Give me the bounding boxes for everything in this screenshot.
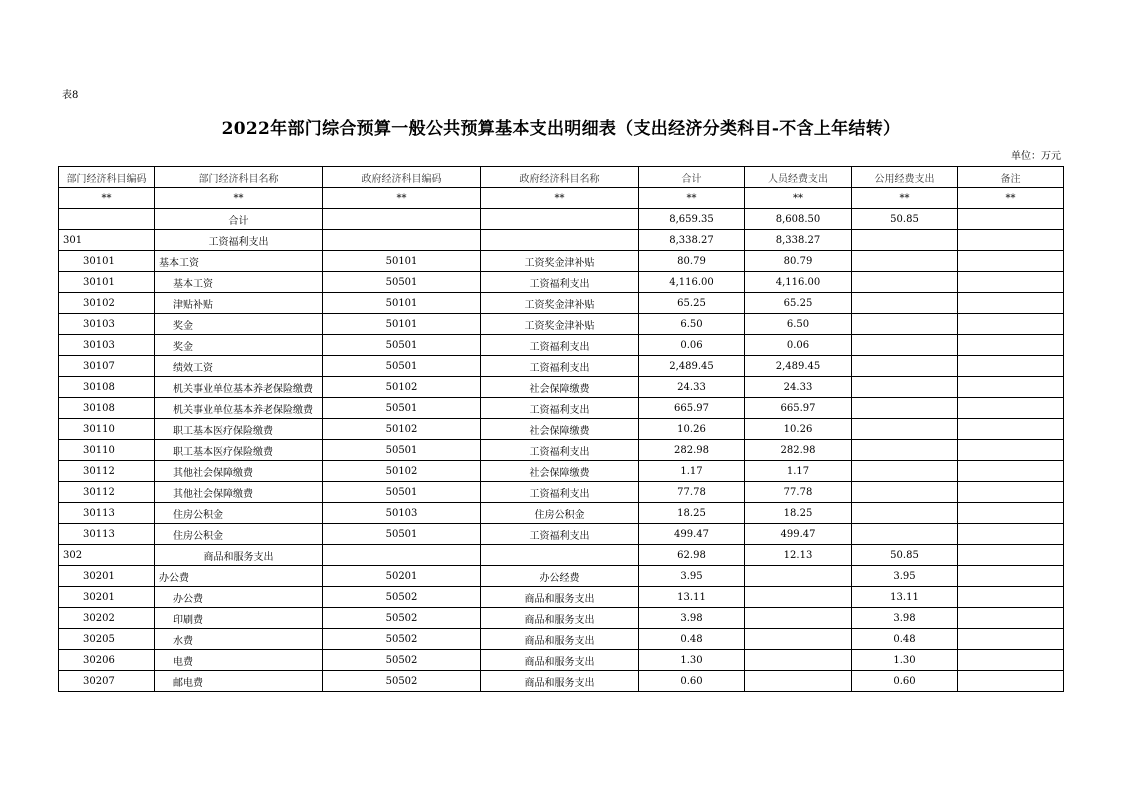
note-cell (958, 545, 1064, 566)
total-cell: 8,659.35 (639, 209, 745, 230)
total-cell: 4,116.00 (639, 272, 745, 293)
gov-name-cell: 工资奖金津补贴 (481, 293, 639, 314)
total-cell: 3.98 (639, 608, 745, 629)
gov-code-cell: 50502 (323, 650, 481, 671)
note-cell (958, 671, 1064, 692)
total-cell: 65.25 (639, 293, 745, 314)
star-cell: ** (639, 188, 745, 209)
note-cell (958, 377, 1064, 398)
econ-code-cell: 30207 (59, 671, 155, 692)
econ-name-cell: 合计 (155, 209, 323, 230)
gov-code-cell: 50101 (323, 251, 481, 272)
gov-code-cell: 50101 (323, 293, 481, 314)
econ-code-cell: 30102 (59, 293, 155, 314)
econ-code-cell: 30206 (59, 650, 155, 671)
total-cell: 18.25 (639, 503, 745, 524)
total-cell: 62.98 (639, 545, 745, 566)
page-title: 2022年部门综合预算一般公共预算基本支出明细表（支出经济分类科目-不含上年结转） (221, 119, 901, 139)
gov-code-cell: 50101 (323, 314, 481, 335)
table-row (59, 314, 1064, 335)
econ-code-cell: 30202 (59, 608, 155, 629)
gov-name-cell: 住房公积金 (481, 503, 639, 524)
star-cell: ** (481, 188, 639, 209)
personnel-cell (745, 671, 852, 692)
personnel-cell: 0.06 (745, 335, 852, 356)
gov-code-cell: 50501 (323, 524, 481, 545)
table-row (59, 440, 1064, 461)
econ-name-cell: 机关事业单位基本养老保险缴费 (155, 398, 323, 419)
econ-name-cell: 邮电费 (155, 671, 323, 692)
note-cell (958, 503, 1064, 524)
total-cell: 10.26 (639, 419, 745, 440)
public-cell (852, 314, 958, 335)
econ-code-cell: 30108 (59, 398, 155, 419)
total-cell: 80.79 (639, 251, 745, 272)
header-row (59, 167, 1064, 188)
total-cell: 3.95 (639, 566, 745, 587)
note-cell (958, 230, 1064, 251)
note-cell (958, 524, 1064, 545)
econ-name-cell: 办公费 (155, 566, 323, 587)
econ-name-cell: 印刷费 (155, 608, 323, 629)
personnel-cell (745, 629, 852, 650)
table-row (59, 251, 1064, 272)
personnel-cell: 24.33 (745, 377, 852, 398)
gov-code-cell: 50501 (323, 356, 481, 377)
header-cell: 政府经济科目名称 (481, 167, 639, 188)
econ-name-cell: 商品和服务支出 (155, 545, 323, 566)
personnel-cell: 80.79 (745, 251, 852, 272)
header-cell: 合计 (639, 167, 745, 188)
econ-code-cell: 30101 (59, 272, 155, 293)
star-cell: ** (852, 188, 958, 209)
star-cell: ** (323, 188, 481, 209)
econ-code-cell: 30112 (59, 461, 155, 482)
star-cell: ** (59, 188, 155, 209)
total-cell: 665.97 (639, 398, 745, 419)
econ-name-cell: 基本工资 (155, 272, 323, 293)
table-row (59, 230, 1064, 251)
personnel-cell (745, 566, 852, 587)
gov-name-cell: 商品和服务支出 (481, 587, 639, 608)
gov-code-cell: 50502 (323, 587, 481, 608)
econ-code-cell: 302 (59, 545, 155, 566)
personnel-cell: 18.25 (745, 503, 852, 524)
public-cell (852, 482, 958, 503)
gov-name-cell: 办公经费 (481, 566, 639, 587)
total-cell: 13.11 (639, 587, 745, 608)
table-row (59, 545, 1064, 566)
header-cell: 公用经费支出 (852, 167, 958, 188)
note-cell (958, 482, 1064, 503)
note-cell (958, 251, 1064, 272)
total-cell: 1.30 (639, 650, 745, 671)
gov-name-cell: 工资奖金津补贴 (481, 251, 639, 272)
table-row (59, 335, 1064, 356)
personnel-cell: 8,608.50 (745, 209, 852, 230)
personnel-cell: 4,116.00 (745, 272, 852, 293)
personnel-cell: 8,338.27 (745, 230, 852, 251)
public-cell (852, 398, 958, 419)
total-cell: 499.47 (639, 524, 745, 545)
public-cell: 3.95 (852, 566, 958, 587)
gov-name-cell: 商品和服务支出 (481, 650, 639, 671)
gov-code-cell: 50201 (323, 566, 481, 587)
econ-code-cell: 30101 (59, 251, 155, 272)
econ-name-cell: 电费 (155, 650, 323, 671)
econ-code-cell: 30201 (59, 587, 155, 608)
table-row (59, 209, 1064, 230)
gov-name-cell: 工资福利支出 (481, 440, 639, 461)
personnel-cell: 6.50 (745, 314, 852, 335)
total-cell: 6.50 (639, 314, 745, 335)
econ-name-cell: 职工基本医疗保险缴费 (155, 440, 323, 461)
public-cell: 13.11 (852, 587, 958, 608)
econ-code-cell (59, 209, 155, 230)
econ-name-cell: 其他社会保障缴费 (155, 461, 323, 482)
gov-name-cell (481, 230, 639, 251)
public-cell: 1.30 (852, 650, 958, 671)
header-cell: 部门经济科目编码 (59, 167, 155, 188)
note-cell (958, 461, 1064, 482)
gov-code-cell: 50501 (323, 398, 481, 419)
header-cell: 部门经济科目名称 (155, 167, 323, 188)
public-cell (852, 503, 958, 524)
table-row (59, 524, 1064, 545)
header-cell: 备注 (958, 167, 1064, 188)
note-cell (958, 650, 1064, 671)
table-row (59, 482, 1064, 503)
public-cell (852, 335, 958, 356)
table-row (59, 419, 1064, 440)
total-cell: 1.17 (639, 461, 745, 482)
gov-code-cell (323, 230, 481, 251)
total-cell: 24.33 (639, 377, 745, 398)
gov-code-cell: 50501 (323, 482, 481, 503)
gov-name-cell: 工资福利支出 (481, 482, 639, 503)
public-cell (852, 440, 958, 461)
public-cell (852, 293, 958, 314)
personnel-cell (745, 650, 852, 671)
gov-name-cell: 商品和服务支出 (481, 671, 639, 692)
econ-name-cell: 工资福利支出 (155, 230, 323, 251)
public-cell (852, 356, 958, 377)
gov-name-cell: 工资福利支出 (481, 524, 639, 545)
star-row (59, 188, 1064, 209)
note-cell (958, 356, 1064, 377)
total-cell: 282.98 (639, 440, 745, 461)
public-cell (852, 419, 958, 440)
note-cell (958, 419, 1064, 440)
econ-code-cell: 30110 (59, 419, 155, 440)
public-cell (852, 461, 958, 482)
econ-name-cell: 住房公积金 (155, 503, 323, 524)
econ-code-cell: 30205 (59, 629, 155, 650)
note-cell (958, 314, 1064, 335)
note-cell (958, 440, 1064, 461)
econ-name-cell: 机关事业单位基本养老保险缴费 (155, 377, 323, 398)
header-cell: 人员经费支出 (745, 167, 852, 188)
public-cell: 0.60 (852, 671, 958, 692)
gov-code-cell: 50502 (323, 671, 481, 692)
econ-name-cell: 水费 (155, 629, 323, 650)
public-cell (852, 251, 958, 272)
header-cell: 政府经济科目编码 (323, 167, 481, 188)
table-row (59, 356, 1064, 377)
gov-name-cell: 工资福利支出 (481, 335, 639, 356)
gov-code-cell: 50501 (323, 440, 481, 461)
econ-code-cell: 30103 (59, 314, 155, 335)
unit-label: 单位：万元 (1011, 151, 1061, 162)
table-row (59, 503, 1064, 524)
total-cell: 2,489.45 (639, 356, 745, 377)
note-cell (958, 335, 1064, 356)
note-cell (958, 608, 1064, 629)
personnel-cell: 499.47 (745, 524, 852, 545)
star-cell: ** (155, 188, 323, 209)
table-row (59, 629, 1064, 650)
table-row (59, 650, 1064, 671)
econ-name-cell: 绩效工资 (155, 356, 323, 377)
gov-code-cell: 50102 (323, 461, 481, 482)
econ-code-cell: 301 (59, 230, 155, 251)
table-row (59, 272, 1064, 293)
note-cell (958, 272, 1064, 293)
gov-name-cell (481, 209, 639, 230)
econ-code-cell: 30107 (59, 356, 155, 377)
table-row (59, 377, 1064, 398)
gov-name-cell: 商品和服务支出 (481, 608, 639, 629)
table-number: 表8 (62, 90, 79, 101)
public-cell (852, 272, 958, 293)
gov-name-cell (481, 545, 639, 566)
gov-name-cell: 社会保障缴费 (481, 419, 639, 440)
gov-name-cell: 社会保障缴费 (481, 461, 639, 482)
star-cell: ** (745, 188, 852, 209)
budget-table (58, 166, 1064, 692)
gov-name-cell: 工资福利支出 (481, 356, 639, 377)
gov-code-cell (323, 545, 481, 566)
total-cell: 77.78 (639, 482, 745, 503)
table-row (59, 566, 1064, 587)
econ-name-cell: 办公费 (155, 587, 323, 608)
gov-name-cell: 工资奖金津补贴 (481, 314, 639, 335)
gov-code-cell (323, 209, 481, 230)
econ-code-cell: 30113 (59, 503, 155, 524)
public-cell: 0.48 (852, 629, 958, 650)
gov-code-cell: 50103 (323, 503, 481, 524)
gov-code-cell: 50102 (323, 419, 481, 440)
econ-name-cell: 住房公积金 (155, 524, 323, 545)
table-row (59, 461, 1064, 482)
table-row (59, 398, 1064, 419)
gov-name-cell: 工资福利支出 (481, 398, 639, 419)
gov-name-cell: 社会保障缴费 (481, 377, 639, 398)
personnel-cell: 2,489.45 (745, 356, 852, 377)
star-cell: ** (958, 188, 1064, 209)
econ-code-cell: 30201 (59, 566, 155, 587)
econ-name-cell: 其他社会保障缴费 (155, 482, 323, 503)
gov-code-cell: 50502 (323, 608, 481, 629)
personnel-cell: 77.78 (745, 482, 852, 503)
public-cell (852, 230, 958, 251)
gov-name-cell: 工资福利支出 (481, 272, 639, 293)
econ-name-cell: 奖金 (155, 335, 323, 356)
total-cell: 0.06 (639, 335, 745, 356)
personnel-cell: 282.98 (745, 440, 852, 461)
total-cell: 8,338.27 (639, 230, 745, 251)
econ-code-cell: 30108 (59, 377, 155, 398)
table-body (59, 209, 1064, 692)
personnel-cell (745, 587, 852, 608)
note-cell (958, 587, 1064, 608)
gov-code-cell: 50502 (323, 629, 481, 650)
table-row (59, 608, 1064, 629)
personnel-cell: 12.13 (745, 545, 852, 566)
total-cell: 0.48 (639, 629, 745, 650)
gov-code-cell: 50501 (323, 272, 481, 293)
econ-code-cell: 30112 (59, 482, 155, 503)
note-cell (958, 629, 1064, 650)
econ-code-cell: 30103 (59, 335, 155, 356)
public-cell: 50.85 (852, 545, 958, 566)
public-cell (852, 377, 958, 398)
econ-code-cell: 30110 (59, 440, 155, 461)
public-cell: 50.85 (852, 209, 958, 230)
personnel-cell: 1.17 (745, 461, 852, 482)
note-cell (958, 209, 1064, 230)
econ-name-cell: 奖金 (155, 314, 323, 335)
table-row (59, 293, 1064, 314)
table-row (59, 671, 1064, 692)
gov-name-cell: 商品和服务支出 (481, 629, 639, 650)
public-cell: 3.98 (852, 608, 958, 629)
personnel-cell: 10.26 (745, 419, 852, 440)
econ-name-cell: 基本工资 (155, 251, 323, 272)
econ-code-cell: 30113 (59, 524, 155, 545)
note-cell (958, 566, 1064, 587)
public-cell (852, 524, 958, 545)
personnel-cell (745, 608, 852, 629)
total-cell: 0.60 (639, 671, 745, 692)
econ-name-cell: 津贴补贴 (155, 293, 323, 314)
note-cell (958, 398, 1064, 419)
personnel-cell: 665.97 (745, 398, 852, 419)
econ-name-cell: 职工基本医疗保险缴费 (155, 419, 323, 440)
gov-code-cell: 50501 (323, 335, 481, 356)
gov-code-cell: 50102 (323, 377, 481, 398)
note-cell (958, 293, 1064, 314)
personnel-cell: 65.25 (745, 293, 852, 314)
table-row (59, 587, 1064, 608)
